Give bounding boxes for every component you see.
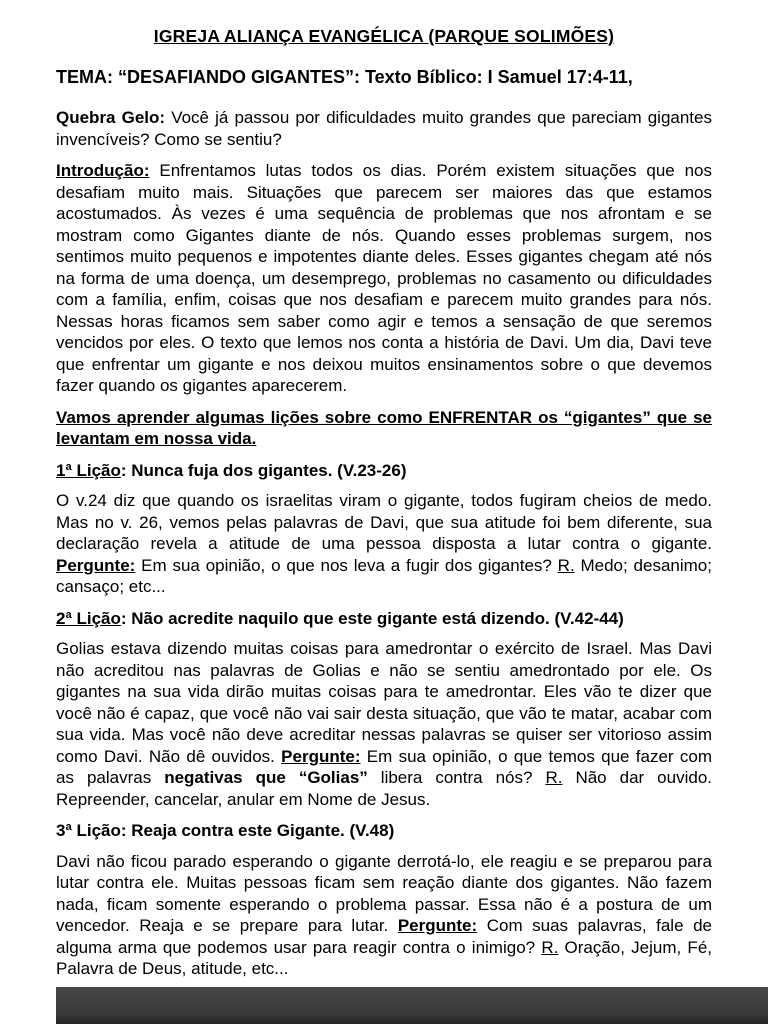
licao3-resposta: Oração, Jejum, Fé, Palavra de Deus, atitude, etc...: [56, 937, 712, 978]
introducao-label: Introdução:: [56, 161, 150, 180]
chamada-paragraph: Vamos aprender algumas lições sobre como ENFRENTAR os “gigantes” que se levantam em nossa vida.: [56, 407, 712, 448]
licao3-titulo: 3ª Lição: Reaja contra este Gigante. (V.48): [56, 821, 395, 840]
licao2-titulo: : Não acredite naquilo que este gigante está dizendo. (V.42-44): [120, 608, 624, 628]
licao1-heading: [56, 460, 712, 482]
licao2-resposta-label: R.: [545, 768, 563, 787]
licao2-corpo: Golias estava dizendo muitas coisas para amedrontar o exército de Israel. Mas Davi não acreditou nas palavras de Golias e não se sentiu amedrontado por ele. Os gigantes na sua vida dirão muitas coisas para te amedrontar. Eles vão te dizer que você não é capaz, que você não vai sair desta situação, que vão te matar, acabar com sua vida. Mas você não deve acreditar nessas palavras se quiser ser vitorioso assim como Davi. Não dê ouvidos.: [56, 639, 712, 766]
licao1-titulo: : Nunca fuja dos gigantes. (V.23-26): [120, 460, 407, 480]
licao2-pergunta-a: Em sua opinião, o que temos que fazer com as palavras: [56, 746, 712, 787]
licao1-corpo: O v.24 diz que quando os israelitas viram o gigante, todos fugiram cheios de medo. Mas no v. 26, vemos pelas palavras de Davi, que sua atitude foi bem diferente, sua declaração revela a atitude de uma pessoa disposta a lutar contra o gigante.: [56, 491, 712, 553]
licao2-numero: 2ª Lição: [56, 608, 121, 628]
licao1-pergunta: Em sua opinião, o que nos leva a fugir dos gigantes?: [135, 555, 558, 575]
licao1-pergunte-label: Pergunte:: [56, 555, 136, 575]
licao2-resposta: Não dar ouvido. Repreender, cancelar, anular em Nome de Jesus.: [56, 768, 712, 809]
licao1-resposta-label: R.: [557, 555, 575, 575]
licao3-heading: [56, 820, 712, 842]
licao2-pergunte-label: Pergunte:: [281, 746, 361, 766]
tema-line: TEMA: “DESAFIANDO GIGANTES”: Texto Bíblico: I Samuel 17:4-11,: [56, 67, 633, 87]
document-title: IGREJA ALIANÇA EVANGÉLICA (PARQUE SOLIMÕES): [153, 26, 615, 46]
quebra-gelo-paragraph: [56, 107, 712, 150]
licao1-numero: 1ª Lição: [56, 460, 121, 480]
licao2-paragraph: [56, 638, 712, 810]
licao3-corpo: Davi não ficou parado esperando o gigante derrotá-lo, ele reagiu e se preparou para lutar contra ele. Muitas pessoas ficam sem reação diante dos gigantes. Não fazem nada, ficam somente esperando o problema passar. Essa não é a postura de um vencedor. Reaja e se prepare para lutar.: [56, 851, 712, 935]
licao3-pergunte-label: Pergunte:: [397, 916, 478, 935]
licao3-resposta-label: R.: [541, 937, 559, 957]
licao2-pergunta-b: libera contra nós?: [367, 768, 546, 787]
licao2-heading: [56, 608, 712, 630]
licao2-destaque: negativas que “Golias”: [164, 768, 368, 787]
quebra-gelo-text: Você já passou por dificuldades muito grandes que pareciam gigantes invencíveis? Como se sentiu?: [56, 108, 712, 149]
licao3-paragraph: [56, 851, 712, 980]
introducao-paragraph: [56, 160, 712, 397]
scan-footer-bar: [56, 987, 768, 1024]
licao1-resposta: Medo; desanimo; cansaço; etc...: [56, 555, 712, 596]
licao1-paragraph: [56, 490, 712, 598]
quebra-gelo-label: Quebra Gelo:: [56, 108, 166, 127]
introducao-text: Enfrentamos lutas todos os dias. Porém existem situações que nos desafiam muito mais. Situações que parecem ser maiores das que estamos acostumados. Às vezes é uma sequência de problemas que nos afrontam e se mostram como Gigantes diante de nós. Quando esses problemas surgem, nos sentimos muito pequenos e impotentes diante deles. Esses gigantes chegam até nós na forma de uma doença, um desemprego, problemas no casamento ou dificuldades com a família, enfim, coisas que nos desafiam e parecem muito grandes para nós. Nessas horas ficamos sem saber como agir e temos a sensação de que seremos vencidos por eles. O texto que lemos nos conta a história de Davi. Um dia, Davi teve que enfrentar um gigante e nos deixou muitos ensinamentos sobre o que devemos fazer quando os gigantes aparecerem.: [56, 161, 712, 395]
licao3-pergunta: Com suas palavras, fale de alguma arma que podemos usar para reagir contra o inimigo?: [56, 916, 712, 957]
